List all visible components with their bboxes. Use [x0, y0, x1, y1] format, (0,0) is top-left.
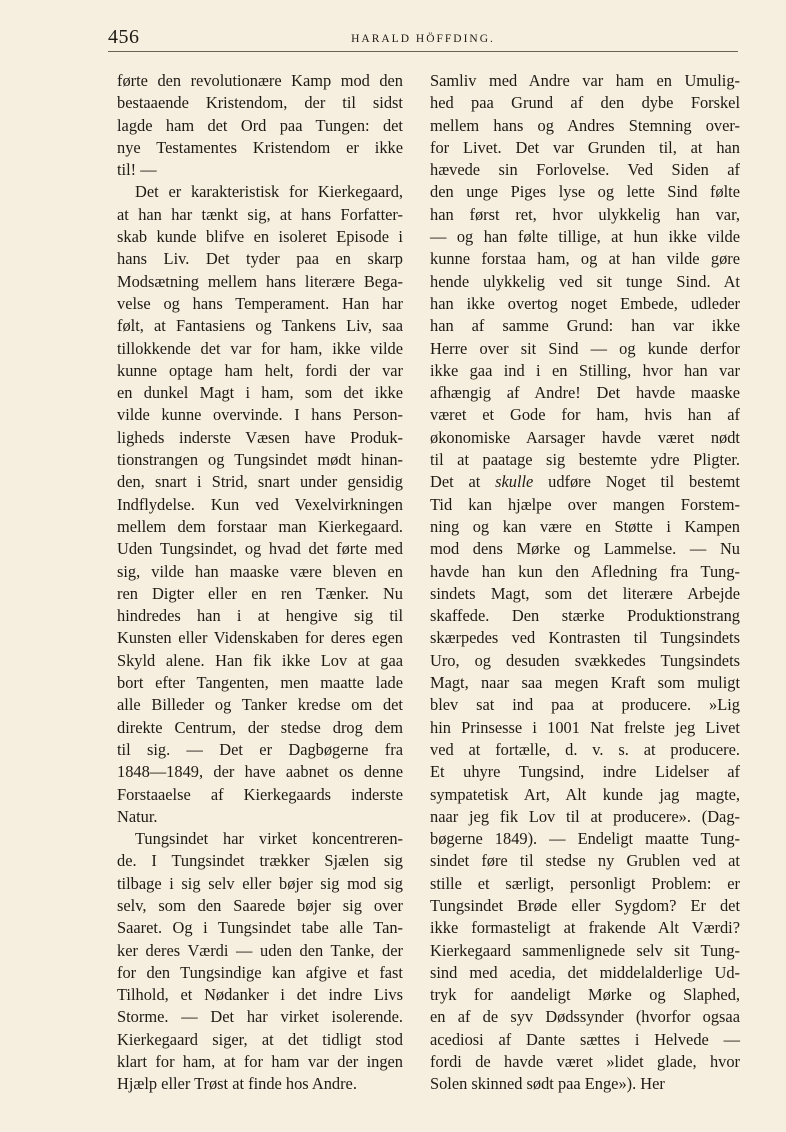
text-line: tilbage i sig selv eller bøjer sig mod sig: [117, 873, 403, 893]
text-line: hed paa Grund af den dybe Forskel: [430, 93, 740, 113]
text-line: sympatetisk Art, Alt kunde jag magte,: [430, 784, 740, 804]
text-line: Kierkegaard sammenlignede selv sit Tung-: [430, 940, 740, 960]
text-line: Natur.: [117, 806, 158, 826]
left-column: [117, 70, 403, 1096]
text-line: en dunkel Magt i ham, som det ikke: [117, 383, 403, 403]
text-line: mellem hans og Andres Stemning over-: [430, 115, 740, 135]
text-line: den unge Piges lyse og lette Sind følte: [430, 182, 740, 202]
text-line: ligheds inderste Væsen have Produk-: [117, 427, 403, 447]
text-line: skaffede. Den stærke Produktionstrang: [430, 606, 740, 626]
text-line: nye Testamentes Kristendom er ikke: [117, 137, 403, 157]
text-line: havde han kun den Afledning fra Tung-: [430, 561, 740, 581]
text-line: stille et særligt, personligt Problem: er: [430, 873, 740, 893]
header-rule: [108, 51, 738, 52]
text-line: Magt, naar saa megen Kraft som muligt: [430, 673, 740, 693]
text-line: blev sat ind paa at producere. »Lig: [430, 695, 740, 715]
text-line: hin Prinsesse i 1001 Nat frelste jeg Livet: [430, 717, 740, 737]
text-line: Solen skinned sødt paa Enge»). Her: [430, 1074, 665, 1094]
right-column: [430, 70, 740, 1096]
text-line: hans Liv. Det tyder paa en skarp: [117, 249, 403, 269]
text-line: for den Tungsindige kan afgive et fast: [117, 962, 403, 982]
text-line: ren Digter eller en ren Tænker. Nu: [117, 583, 403, 603]
paragraph: [117, 181, 403, 828]
text-line: kunne optage ham helt, fordi der var: [117, 360, 403, 380]
text-line: den, snart i Strid, snart under gensidig: [117, 472, 403, 492]
text-line: bort efter Tangenten, men maatte lade: [117, 673, 403, 693]
text-line: tryk for aandeligt Mørke og Slaphed,: [430, 985, 740, 1005]
text-line: til! —: [117, 160, 157, 180]
text-line: Forstaaelse af Kierkegaards inderste: [117, 784, 403, 804]
text-line: — og han følte tillige, at hun ikke vilde: [430, 227, 740, 247]
text-line: acediosi af Dante sættes i Helvede —: [430, 1029, 740, 1049]
text-line: velse og hans Temperament. Han har: [117, 293, 403, 313]
text-line: til sig. — Det er Dagbøgerne fra: [117, 739, 403, 759]
text-line: Tungsindet Brøde eller Sygdom? Er det: [430, 895, 740, 915]
text-line: ning og kan være en Støtte i Kampen: [430, 516, 740, 536]
text-line: tionstrangen og Tungsindet mødt hinan-: [117, 450, 403, 470]
text-line: skab kunde blifve en isoleret Episode i: [117, 227, 403, 247]
text-line: mellem dem forstaar man Kierkegaard.: [117, 516, 403, 536]
text-line: Tid kan hjælpe over mangen Forstem-: [430, 494, 740, 514]
text-line: Hjælp eller Trøst at finde hos Andre.: [117, 1074, 357, 1094]
text-line: ikke gaa ind i en Stilling, hvor han var: [430, 360, 740, 380]
text-line: direkte Centrum, der stedse drog dem: [117, 717, 403, 737]
text-line: han af samme Grund: han var ikke: [430, 316, 740, 336]
text-line: Herre over sit Sind — og kunde derfor: [430, 338, 740, 358]
text-line: Indflydelse. Kun ved Vexelvirkningen: [117, 494, 403, 514]
text-line: alle Billeder og Tanker kredse om det: [117, 695, 403, 715]
text-line: sindets Magt, som det literære Arbejde: [430, 583, 740, 603]
text-line: hende ulykkelig ved sit tunge Sind. At: [430, 271, 740, 291]
text-line: han ikke overtog noget Embede, udleder: [430, 293, 740, 313]
text-line: Et uhyre Tungsind, indre Lidelser af: [430, 762, 740, 782]
text-line: fordi de havde været »lidet glade, hvor: [430, 1052, 740, 1072]
page-header: [108, 26, 738, 52]
text-line: Uden Tungsindet, og hvad det førte med: [117, 539, 403, 559]
text-line: at han har tænkt sig, at hans Forfatter-: [117, 204, 403, 224]
text-line: kunne forstaa ham, og at han vilde gøre: [430, 249, 740, 269]
text-line: sind med acedia, det middelalderlige Ud-: [430, 962, 740, 982]
text-line: Samliv med Andre var ham en Umulig-: [430, 71, 740, 90]
text-line: Kunsten eller Videnskaben for deres egen: [117, 628, 403, 648]
text-line: Storme. — Det har virket isolerende.: [117, 1007, 403, 1027]
text-line: bestaaende Kristendom, der til sidst: [117, 93, 403, 113]
paragraph: [430, 70, 740, 1096]
text-line: selv, som den Saarede bøjer sig over: [117, 895, 403, 915]
text-line: været et Gode for ham, hvis han af: [430, 405, 740, 425]
text-line: følt, at Fantasiens og Tankens Liv, saa: [117, 316, 403, 336]
text-line: en af de syv Dødssynder (hvorfor ogsaa: [430, 1007, 740, 1027]
text-line: naar jeg fik Lov til at producere». (Dag-: [430, 806, 740, 826]
text-line: han først ret, hvor ulykkelig han var,: [430, 204, 740, 224]
paragraph: [117, 828, 403, 1096]
text-line: hævede sin Forlovelse. Ved Siden af: [430, 160, 740, 180]
text-line: for Livet. Det var Grunden til, at han: [430, 137, 740, 157]
text-line: 1848—1849, der have aabnet os denne: [117, 762, 403, 782]
text-line: Tungsindet har virket koncentreren-: [135, 829, 403, 849]
text-line: tillokkende det var for ham, ikke vilde: [117, 338, 403, 358]
text-line: Tilhold, et Nødanker i det indre Livs: [117, 985, 403, 1005]
text-line: lagde ham det Ord paa Tungen: det: [117, 115, 403, 135]
text-line: de. I Tungsindet trækker Sjælen sig: [117, 851, 403, 871]
text-line: afhængig af Andre! Det havde maaske: [430, 383, 740, 403]
text-line: sig, vilde han maaske være bleven en: [117, 561, 403, 581]
text-line: ikke formasteligt at frakende Alt Værdi?: [430, 918, 740, 938]
emphasis-word: skulle: [495, 472, 534, 492]
text-line: Modsætning mellem hans literære Bega-: [117, 271, 403, 291]
text-line: til at paatage sig bestemte ydre Pligter.: [430, 450, 740, 470]
text-line: ved at fortælle, d. v. s. at producere.: [430, 739, 740, 759]
text-line: mod dens Mørke og Lammelse. — Nu: [430, 539, 740, 559]
text-line: økonomiske Aarsager havde været nødt: [430, 427, 740, 447]
text-line: hindredes han i at hengive sig til: [117, 606, 403, 626]
text-line: Det at skulle udføre Noget til bestemt: [430, 472, 740, 492]
text-line: Uro, og desuden svækkedes Tungsindets: [430, 650, 740, 670]
paragraph: [117, 70, 403, 181]
text-line: ker deres Værdi — uden den Tanke, der: [117, 940, 403, 960]
text-line: sindet føre til stedse ny Grublen ved at: [430, 851, 740, 871]
text-line: klart for ham, at for ham var der ingen: [117, 1052, 403, 1072]
text-line: bøgerne 1849). — Endeligt maatte Tung-: [430, 829, 740, 849]
text-line: vilde kunne overvinde. I hans Person-: [117, 405, 403, 425]
text-line: Det er karakteristisk for Kierkegaard,: [135, 182, 403, 202]
text-line: Saaret. Og i Tungsindet tabe alle Tan-: [117, 918, 403, 938]
text-line: skærpedes ved Kontrasten til Tungsindets: [430, 628, 740, 648]
running-head: HARALD HÖFFDING.: [351, 33, 495, 45]
text-line: førte den revolutionære Kamp mod den: [117, 71, 403, 90]
text-line: Skyld alene. Han fik ikke Lov at gaa: [117, 650, 403, 670]
text-line: Kierkegaard siger, at det tidligt stod: [117, 1029, 403, 1049]
page-number: 456: [108, 26, 140, 48]
